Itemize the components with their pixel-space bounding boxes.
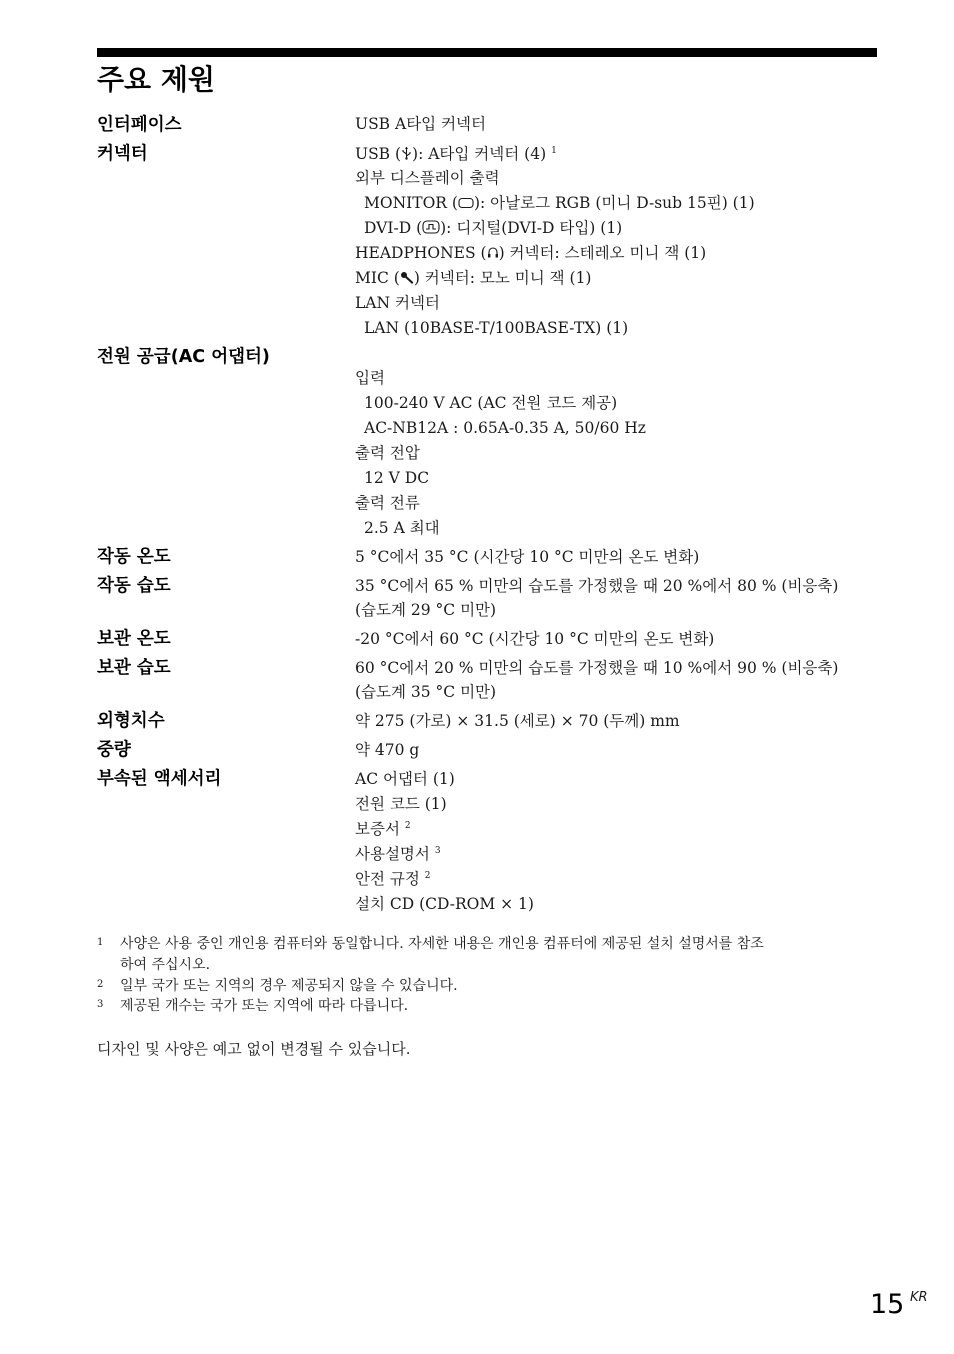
monitor-suffix: ): 아날로그 RGB (미니 D-sub 15핀) (1) [473, 194, 755, 212]
label-op-temp: 작동 온도 [97, 547, 171, 567]
footnote-ref-1: 1 [551, 146, 557, 156]
top-rule [97, 48, 877, 57]
usb-prefix: USB ( [355, 145, 402, 163]
accessory-item-3 [355, 817, 411, 841]
value-op-temp: 5 °C에서 35 °C (시간당 10 °C 미만의 온도 변화) [355, 548, 700, 566]
value-weight: 약 470 g [355, 741, 420, 759]
dvi-line [364, 216, 622, 241]
mic-suffix: ) 커넥터: 모노 미니 잭 (1) [413, 269, 592, 287]
headphones-icon [487, 242, 499, 266]
label-storage-humidity: 보관 습도 [97, 658, 171, 678]
footnote-ref-3: 3 [434, 846, 441, 856]
lan-spec-line: LAN (10BASE-T/100BASE-TX) (1) [364, 319, 629, 337]
accessory-item-5-text: 안전 규정 [355, 870, 420, 888]
footnote-number-1: 1 [97, 937, 104, 948]
accessory-item-3-text: 보증서 [355, 820, 400, 838]
label-interface: 인터페이스 [97, 115, 182, 135]
accessory-item-2: 전원 코드 (1) [355, 795, 447, 813]
label-connectors: 커넥터 [97, 144, 148, 164]
label-power: 전원 공급(AC 어댑터) [97, 347, 270, 367]
accessory-item-6: 설치 CD (CD-ROM × 1) [355, 895, 534, 913]
value-storage-humidity-1: 60 °C에서 20 % 미만의 습도를 가정했을 때 10 %에서 90 % (비응축) [355, 659, 839, 677]
footnote-ref-2b: 2 [424, 871, 431, 881]
footnote-ref-2: 2 [404, 821, 411, 831]
footnote-1-line-2: 하여 주십시오. [120, 957, 211, 973]
external-display-line: 외부 디스플레이 출력 [355, 169, 500, 187]
value-dimensions: 약 275 (가로) × 31.5 (세로) × 70 (두께) mm [355, 712, 680, 730]
headphones-prefix: HEADPHONES ( [355, 244, 487, 262]
value-storage-humidity-2: (습도계 35 °C 미만) [355, 683, 497, 701]
power-out-voltage-label: 출력 전압 [355, 444, 420, 462]
footnote-3: 제공된 개수는 국가 또는 지역에 따라 다릅니다. [120, 998, 409, 1014]
value-op-humidity-2: (습도계 29 °C 미만) [355, 601, 497, 619]
page-title: 주요 제원 [97, 63, 215, 96]
usb-icon [401, 143, 412, 167]
label-weight: 중량 [97, 740, 131, 760]
monitor-line [364, 191, 755, 216]
mic-prefix: MIC ( [355, 269, 400, 287]
monitor-icon [458, 192, 474, 216]
value-interface: USB A타입 커넥터 [355, 115, 486, 133]
page-number: 15 [870, 1289, 905, 1320]
monitor-prefix: MONITOR ( [364, 194, 458, 212]
power-input-2: AC-NB12A : 0.65A-0.35 A, 50/60 Hz [364, 419, 646, 437]
headphones-suffix: ) 커넥터: 스테레오 미니 잭 (1) [498, 244, 707, 262]
power-out-current-label: 출력 전류 [355, 494, 420, 512]
lan-line: LAN 커넥터 [355, 294, 440, 312]
power-out-voltage: 12 V DC [364, 469, 430, 487]
value-storage-temp: -20 °C에서 60 °C (시간당 10 °C 미만의 온도 변화) [355, 630, 715, 648]
microphone-icon [400, 267, 414, 291]
label-op-humidity: 작동 습도 [97, 576, 171, 596]
usb-connector-line [355, 142, 557, 167]
power-out-current: 2.5 A 최대 [364, 519, 440, 537]
footnote-number-2: 2 [97, 979, 104, 990]
power-input-1: 100-240 V AC (AC 전원 코드 제공) [364, 394, 618, 412]
accessory-item-1: AC 어댑터 (1) [355, 770, 455, 788]
footnote-2: 일부 국가 또는 지역의 경우 제공되지 않을 수 있습니다. [120, 978, 458, 994]
usb-suffix: ): A타입 커넥터 (4) [412, 145, 547, 163]
value-op-humidity-1: 35 °C에서 65 % 미만의 습도를 가정했을 때 20 %에서 80 % (비응축) [355, 577, 839, 595]
mic-line [355, 266, 591, 291]
headphones-line [355, 241, 706, 266]
footnote-number-3: 3 [97, 999, 104, 1010]
dvi-prefix: DVI-D ( [364, 219, 423, 237]
label-dimensions: 외형치수 [97, 711, 165, 731]
change-notice: 디자인 및 사양은 예고 없이 변경될 수 있습니다. [97, 1040, 411, 1058]
label-accessories: 부속된 액세서리 [97, 769, 222, 789]
page-language-code: KR [910, 1290, 928, 1305]
power-input-label: 입력 [355, 369, 385, 387]
dvi-icon [422, 217, 440, 241]
footnote-1-line-1: 사양은 사용 중인 개인용 컴퓨터와 동일합니다. 자세한 내용은 개인용 컴퓨터에 제공된 설치 설명서를 참조 [120, 936, 764, 952]
accessory-item-4-text: 사용설명서 [355, 845, 430, 863]
accessory-item-4 [355, 842, 441, 866]
dvi-suffix: ): 디지털(DVI-D 타입) (1) [440, 219, 623, 237]
accessory-item-5 [355, 867, 431, 891]
label-storage-temp: 보관 온도 [97, 629, 171, 649]
